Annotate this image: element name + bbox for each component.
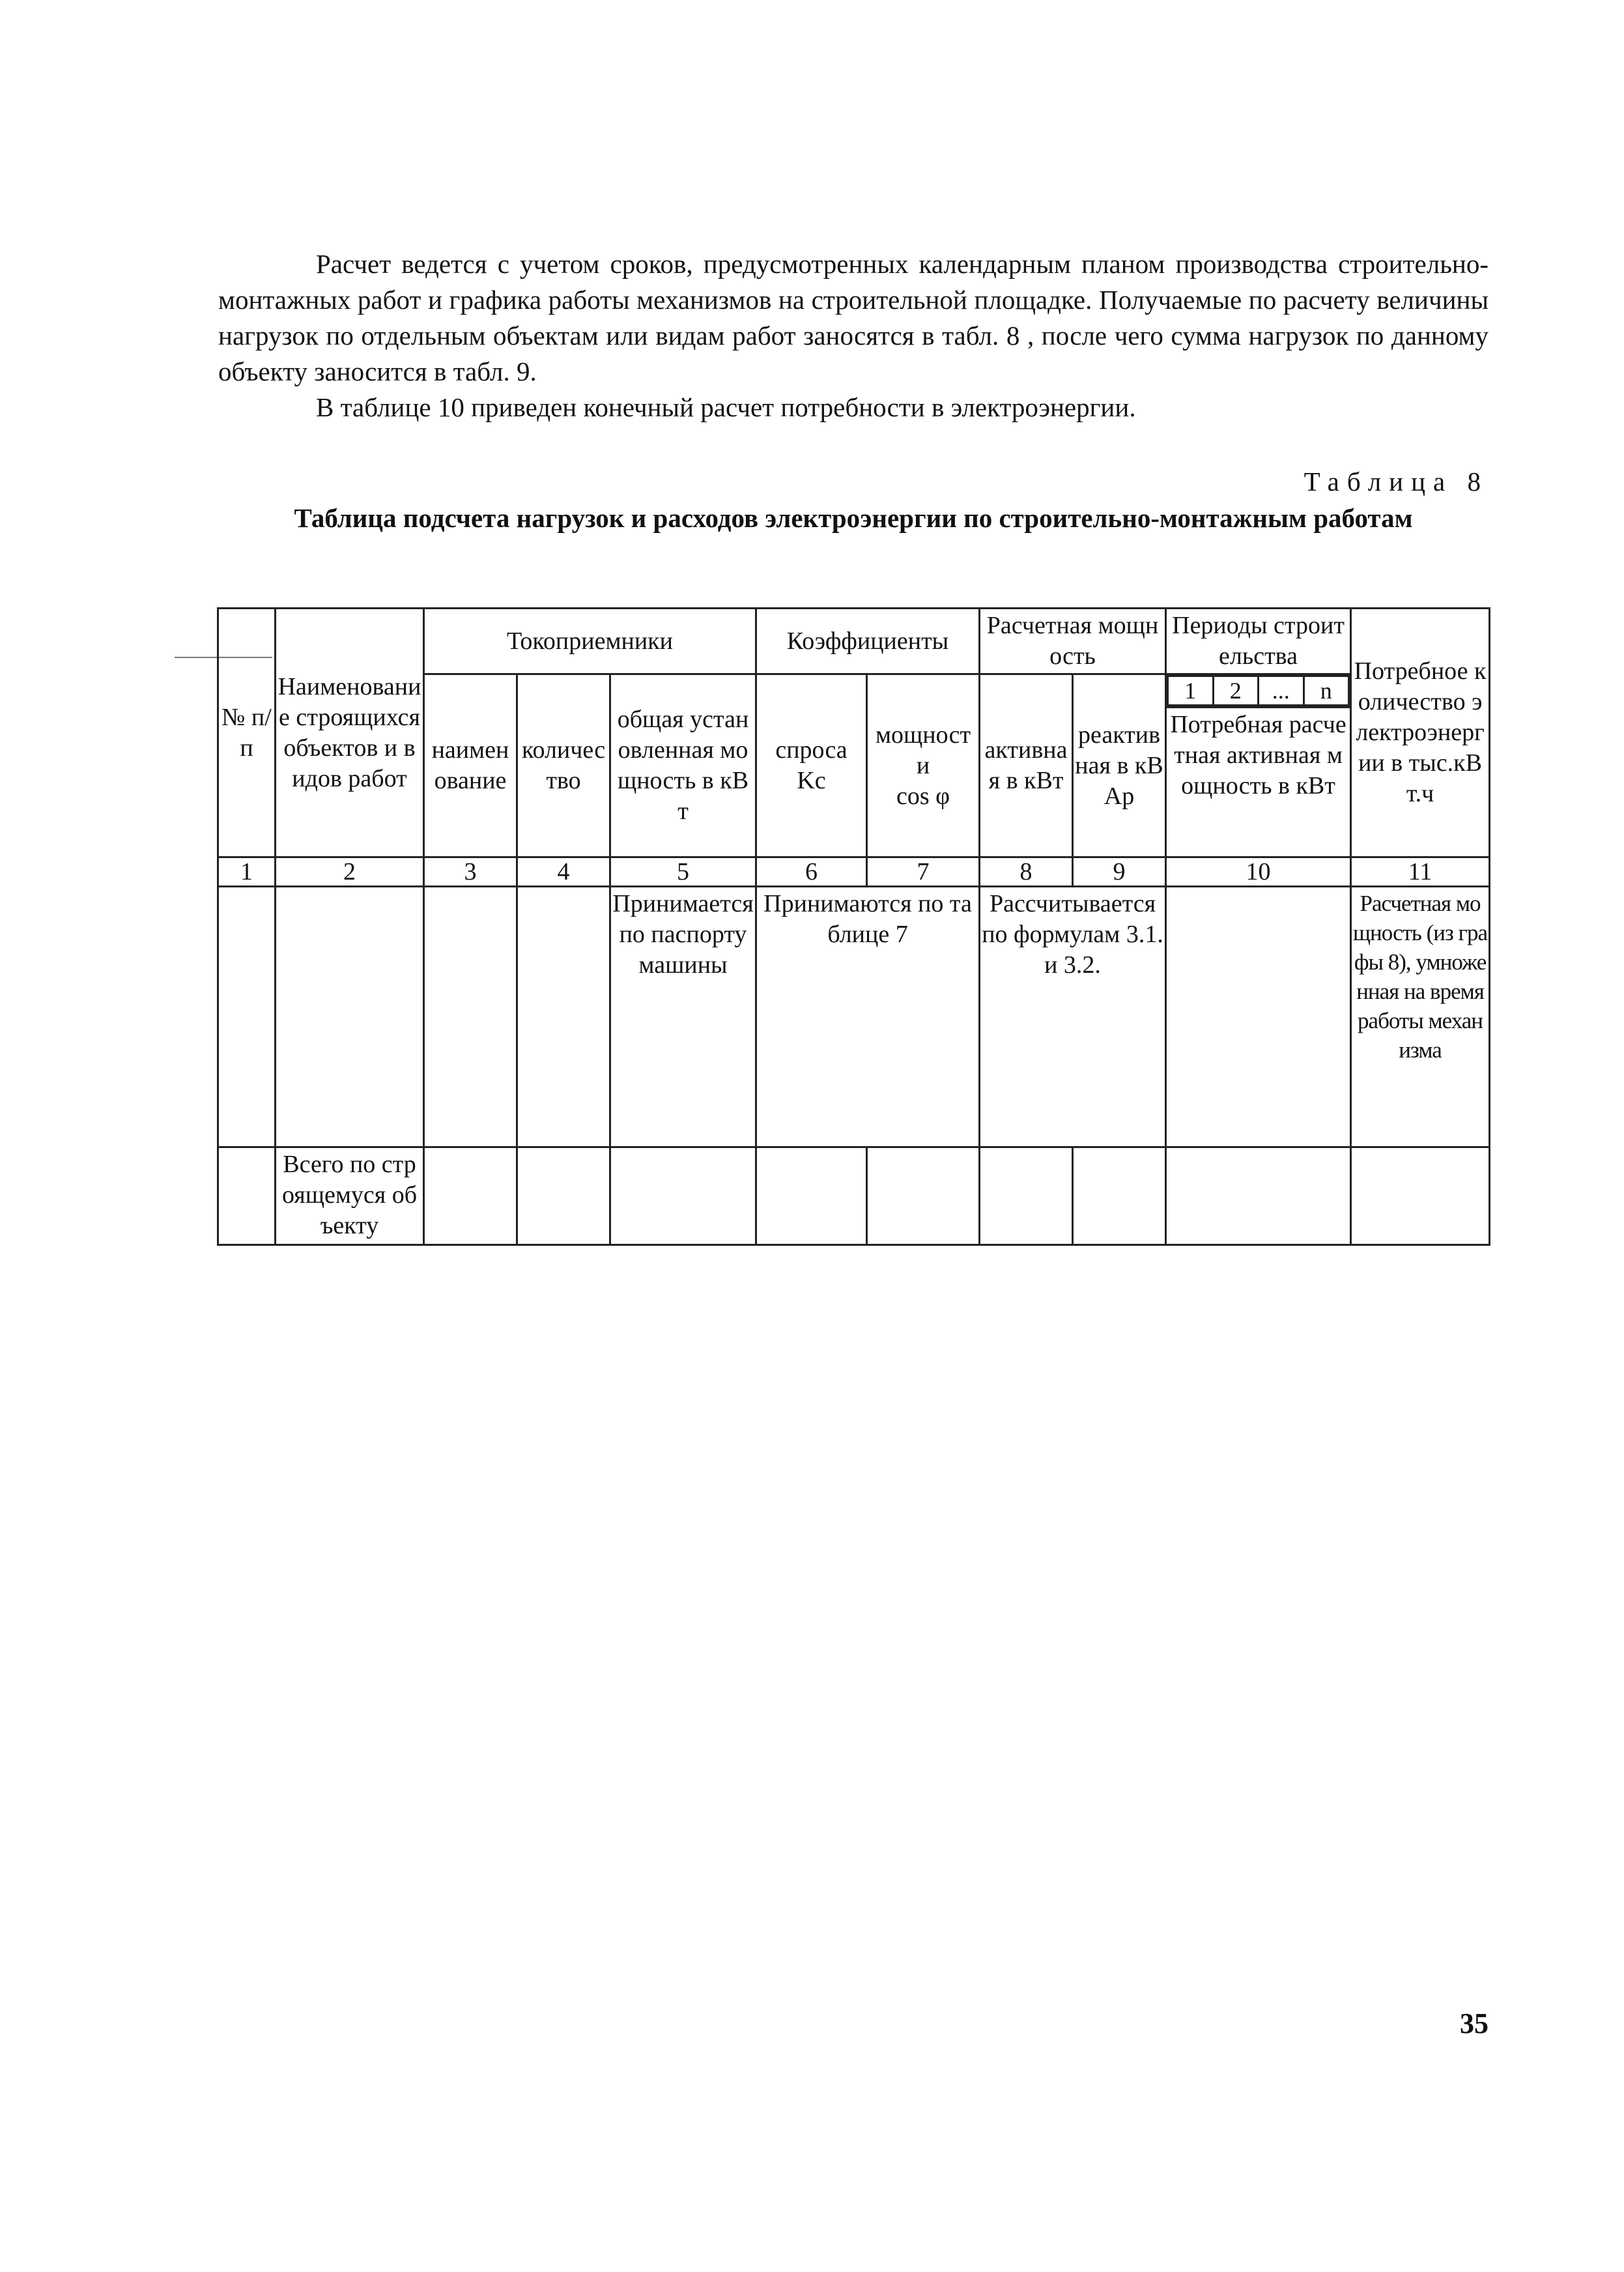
column-number: 3 xyxy=(424,857,517,887)
header-periods-cells xyxy=(1166,674,1351,708)
column-number: 10 xyxy=(1166,857,1351,887)
total-row xyxy=(218,1147,1490,1245)
header-object-name: Наименование строящихся объектов и видов работ xyxy=(276,609,424,857)
load-calculation-table xyxy=(217,607,1490,1246)
info-col8-9: Рассчитывается по формулам 3.1. и 3.2. xyxy=(980,887,1166,1147)
column-number: 7 xyxy=(867,857,980,887)
period-ellipsis: ... xyxy=(1259,676,1304,706)
header-coeff-demand xyxy=(756,674,867,857)
coeff-power-symbol: cos φ xyxy=(896,782,950,810)
header-needed-energy: Потребное количество электроэнергии в тыс.кВт.ч xyxy=(1351,609,1490,857)
info-row xyxy=(218,887,1490,1147)
intro-text xyxy=(218,246,1489,425)
table-cell xyxy=(1073,1147,1166,1245)
coeff-demand-symbol: Kc xyxy=(797,767,826,794)
period-1: 1 xyxy=(1168,676,1214,706)
table-title: Таблица подсчета нагрузок и расходов электроэнергии по строительно-монтажным работам xyxy=(294,503,1413,533)
table-cell xyxy=(218,1147,276,1245)
table-cell xyxy=(424,887,517,1147)
column-number: 11 xyxy=(1351,857,1490,887)
coeff-power-label: мощности xyxy=(875,721,971,779)
header-row-1 xyxy=(218,609,1490,674)
header-receivers-name: наименование xyxy=(424,674,517,857)
intro-paragraph-2: В таблице 10 приведен конечный расчет потребности в электроэнергии. xyxy=(316,392,1136,422)
column-number: 4 xyxy=(517,857,610,887)
header-receivers-group: Токоприемники xyxy=(424,609,756,674)
periods-subtable xyxy=(1167,675,1350,706)
table-cell xyxy=(756,1147,867,1245)
info-col6-7: Принимаются по таблице 7 xyxy=(756,887,980,1147)
header-calc-power-group: Расчетная мощность xyxy=(980,609,1166,674)
header-receivers-power: общая установленная мощность в кВт xyxy=(610,674,756,857)
table-cell xyxy=(1351,1147,1490,1245)
table-label: Таблица 8 xyxy=(1303,467,1489,496)
table-cell xyxy=(424,1147,517,1245)
column-number: 1 xyxy=(218,857,276,887)
column-number: 2 xyxy=(276,857,424,887)
page-number: 35 xyxy=(1460,2007,1489,2039)
header-periods-group: Периоды строительства xyxy=(1166,609,1351,674)
total-label: Всего по строящемуся объекту xyxy=(276,1147,424,1245)
table-cell xyxy=(1166,887,1351,1147)
period-n: n xyxy=(1303,676,1349,706)
column-number: 8 xyxy=(980,857,1073,887)
column-number: 6 xyxy=(756,857,867,887)
table-cell xyxy=(517,887,610,1147)
header-calc-active: активная в кВт xyxy=(980,674,1073,857)
table-cell xyxy=(218,887,276,1147)
info-col5: Принимается по паспорту машины xyxy=(610,887,756,1147)
column-number: 9 xyxy=(1073,857,1166,887)
table-cell xyxy=(517,1147,610,1245)
table-cell xyxy=(1166,1147,1351,1245)
header-no: № п/п xyxy=(218,609,276,857)
header-periods-sub: Потребная расчетная активная мощность в кВт xyxy=(1166,708,1351,857)
header-calc-reactive: реактивная в кВАр xyxy=(1073,674,1166,857)
table-cell xyxy=(980,1147,1073,1245)
info-col11: Расчетная мощность (из графы 8), умноженная на время работы механизма xyxy=(1351,887,1490,1147)
coeff-demand-label: спроса xyxy=(775,736,848,764)
intro-paragraph-1: Расчет ведется с учетом сроков, предусмотренных календарным планом производства строительно-монтажных работ и графика работы механизмов на строительной площадке. Получаемые по расчету величины нагрузок по отдельным объектам или видам работ заносятся в табл. 8 , после чего сумма нагрузок по данному объекту заносится в табл. 9. xyxy=(218,249,1489,386)
period-2: 2 xyxy=(1213,676,1259,706)
table-cell xyxy=(867,1147,980,1245)
header-coefficients-group: Коэффициенты xyxy=(756,609,980,674)
column-numbers-row xyxy=(218,857,1490,887)
header-coeff-power xyxy=(867,674,980,857)
table-cell xyxy=(276,887,424,1147)
table-cell xyxy=(610,1147,756,1245)
column-number: 5 xyxy=(610,857,756,887)
header-receivers-quantity: количество xyxy=(517,674,610,857)
